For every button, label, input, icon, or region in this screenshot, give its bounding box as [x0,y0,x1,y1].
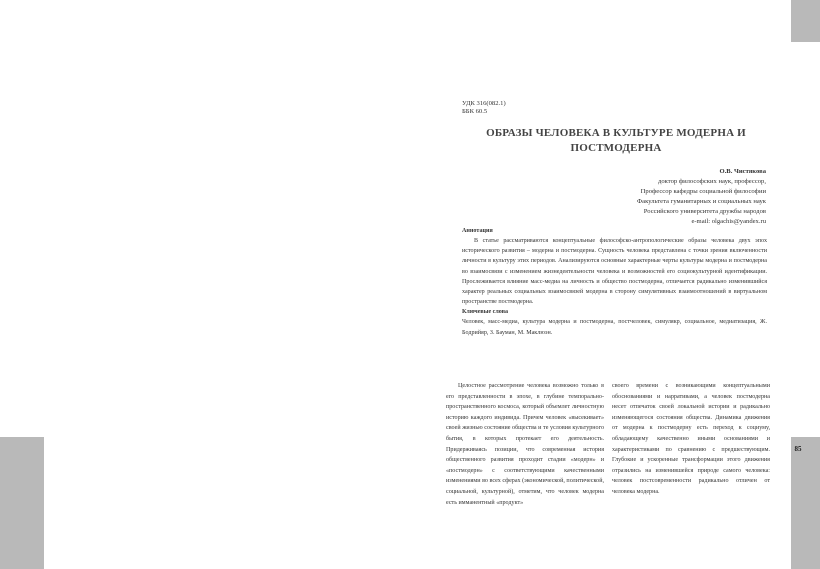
classification-codes [462,100,506,116]
author-degree: доктор философских наук, профессор, [658,178,766,185]
author-faculty: Факультета гуманитарных и социальных наук [636,198,766,205]
author-university: Российского университета дружбы народов [643,208,766,215]
abstract-section [462,226,767,338]
udk-code: УДК 316(082.1) [462,100,506,107]
gray-margin-tab-right [791,437,820,569]
gray-margin-tab-left [0,437,44,569]
article-title [456,126,776,156]
body-text-left: Целостное рассмотрение человека возможно только в его представленности в эпохе, в глубине темпорально-пространственного космоса, который объемлет личностную историю каждого индивида. Причем человек «высекивает» своей жизнью состояние общества и те условия культурного бытия, в которых протекает его деятельность. Придерживаясь позиции, что современная история общественного развития проходит стадии «модерн» и «постмодерн» с соответствующими качественными изменениями во всех сферах (экономической, политической, социальной, культурной), отметим, что человек модерна есть имманентный «продукт» [446,383,604,506]
author-position: Профессор кафедры социальной философии [640,188,766,195]
author-email[interactable]: e-mail: olgachis@yandex.ru [691,218,766,225]
keywords-heading: Ключевые слова [462,309,509,316]
page-number: 85 [794,445,802,453]
abstract-heading: Аннотация [462,228,493,234]
author-name: О.В. Чистякова [719,168,766,175]
title-line-2: ПОСТМОДЕРНА [570,142,662,154]
keywords-text: Человек, масс-медиа, культура модерна и постмодерна, постчеловек, симулякр, социальное, медиатизация, Ж. Бодрийяр, З. Бауман, М. Маклюэн. [462,319,767,336]
bbk-code: ББК 60.5 [462,108,488,115]
abstract-text: В статье рассматриваются концептуальные философско-антропологические образы человека двух эпох исторического развития – модерна и постмодерна. Сущность человека представлена с точки зрения включенности личности в культуру этих периодов. Анализируются основные характерные черты культуры модерна и постмодерна во взаимосвязи с изменением жизнедеятельности человека и возможностей его социокультурной идентификации. Прослеживается влияние масс-медиа на личность и общество постмодерна, отличается радикально изменившийся характер реальных социальных взаимосвязей модерна в сторону симулятивных взаимоотношений в виртуальном пространстве постмодерна. [462,238,767,306]
body-text-right: своего времени с возникающими концептуальными обоснованиями и нарративами, а человек постмодерна несет отпечаток своей локальной истории и радикально изменяющегося состояния общества. Динамика движения от модерна к постмодерну есть переход к социуму, обладающему качественно иными основаниями и характеристиками по сравнению с предшествующим. Глубокие и ускоренные трансформации этого движения отразились на изменившейся природе самого человека: человек постсовременности радикально отличен от человека модерна. [612,383,770,495]
title-line-1: ОБРАЗЫ ЧЕЛОВЕКА В КУЛЬТУРЕ МОДЕРНА И [486,127,746,139]
author-block [637,167,766,227]
body-column-left [446,381,604,508]
gray-margin-tab-right-top [791,0,820,42]
body-column-right [612,381,770,498]
